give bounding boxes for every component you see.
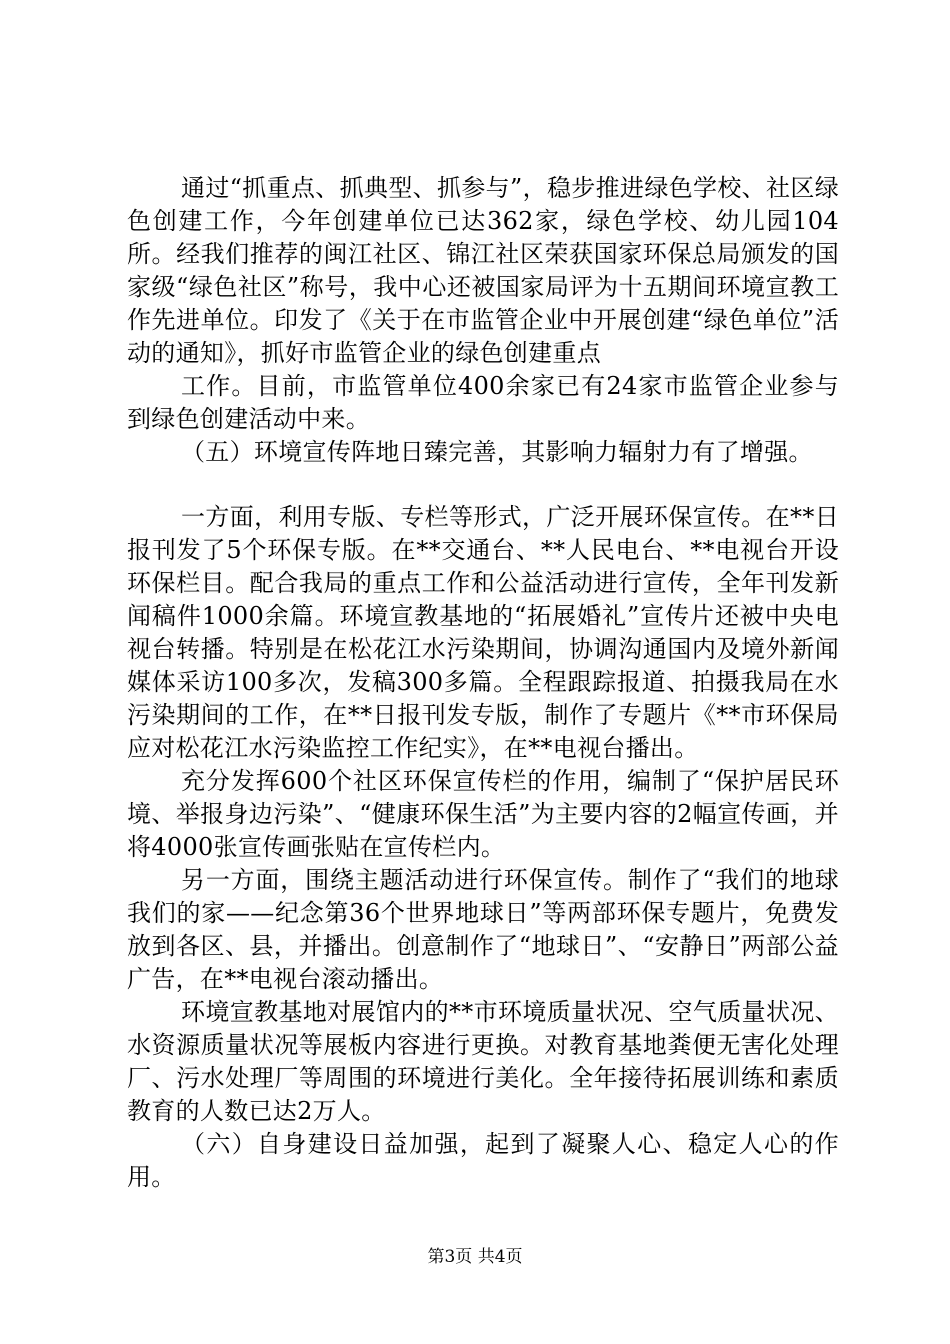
paragraph-community-boards: 充分发挥600个社区环保宣传栏的作用，编制了“保护居民环境、举报身边污染”、“健康环保生活”为主要内容的2幅宣传画，并将4000张宣传画张贴在宣传栏内。 bbox=[127, 767, 839, 861]
section-heading-6: （六）自身建设日益加强，起到了凝聚人心、稳定人心的作用。 bbox=[127, 1130, 839, 1191]
paragraph-green-creation: 通过“抓重点、抓典型、抓参与”，稳步推进绿色学校、社区绿色创建工作，今年创建单位已达362家，绿色学校、幼儿园104所。经我们推荐的闽江社区、锦江社区荣获国家环保总局颁发的国家级“绿色社区”称号，我中心还被国家局评为十五期间环境宣教工作先进单位。印发了《关于在市监管企业中开展创建“绿色单位”活动的通知》，抓好市监管企业的绿色创建重点 bbox=[127, 174, 839, 367]
document-body bbox=[127, 172, 839, 1194]
paragraph-education-base: 环境宣教基地对展馆内的**市环境质量状况、空气质量状况、水资源质量状况等展板内容进行更换。对教育基地粪便无害化处理厂、污水处理厂等周围的环境进行美化。全年接待拓展训练和素质教育的人数已达2万人。 bbox=[127, 998, 839, 1125]
paragraph-media-publicity: 一方面，利用专版、专栏等形式，广泛开展环保宣传。在**日报刊发了5个环保专版。在**交通台、**人民电台、**电视台开设环保栏目。配合我局的重点工作和公益活动进行宣传，全年刊发新闻稿件1000余篇。环境宣教基地的“拓展婚礼”宣传片还被中央电视台转播。特别是在松花江水污染期间，协调沟通国内及境外新闻媒体采访100多次，发稿300多篇。全程跟踪报道、拍摄我局在水污染期间的工作，在**日报刊发专版，制作了专题片《**市环保局应对松花江水污染监控工作纪实》，在**电视台播出。 bbox=[127, 503, 839, 762]
section-heading-5: （五）环境宣传阵地日臻完善，其影响力辐射力有了增强。 bbox=[181, 438, 813, 466]
paragraph-green-creation-continued: 工作。目前，市监管单位400余家已有24家市监管企业参与到绿色创建活动中来。 bbox=[127, 372, 839, 433]
page-number-footer: 第3页 共4页 bbox=[427, 1247, 523, 1267]
paragraph-theme-activities: 另一方面，围绕主题活动进行环保宣传。制作了“我们的地球我们的家——纪念第36个世界地球日”等两部环保专题片，免费发放到各区、县，并播出。创意制作了“地球日”、“安静日”两部公益广告，在**电视台滚动播出。 bbox=[127, 866, 839, 993]
